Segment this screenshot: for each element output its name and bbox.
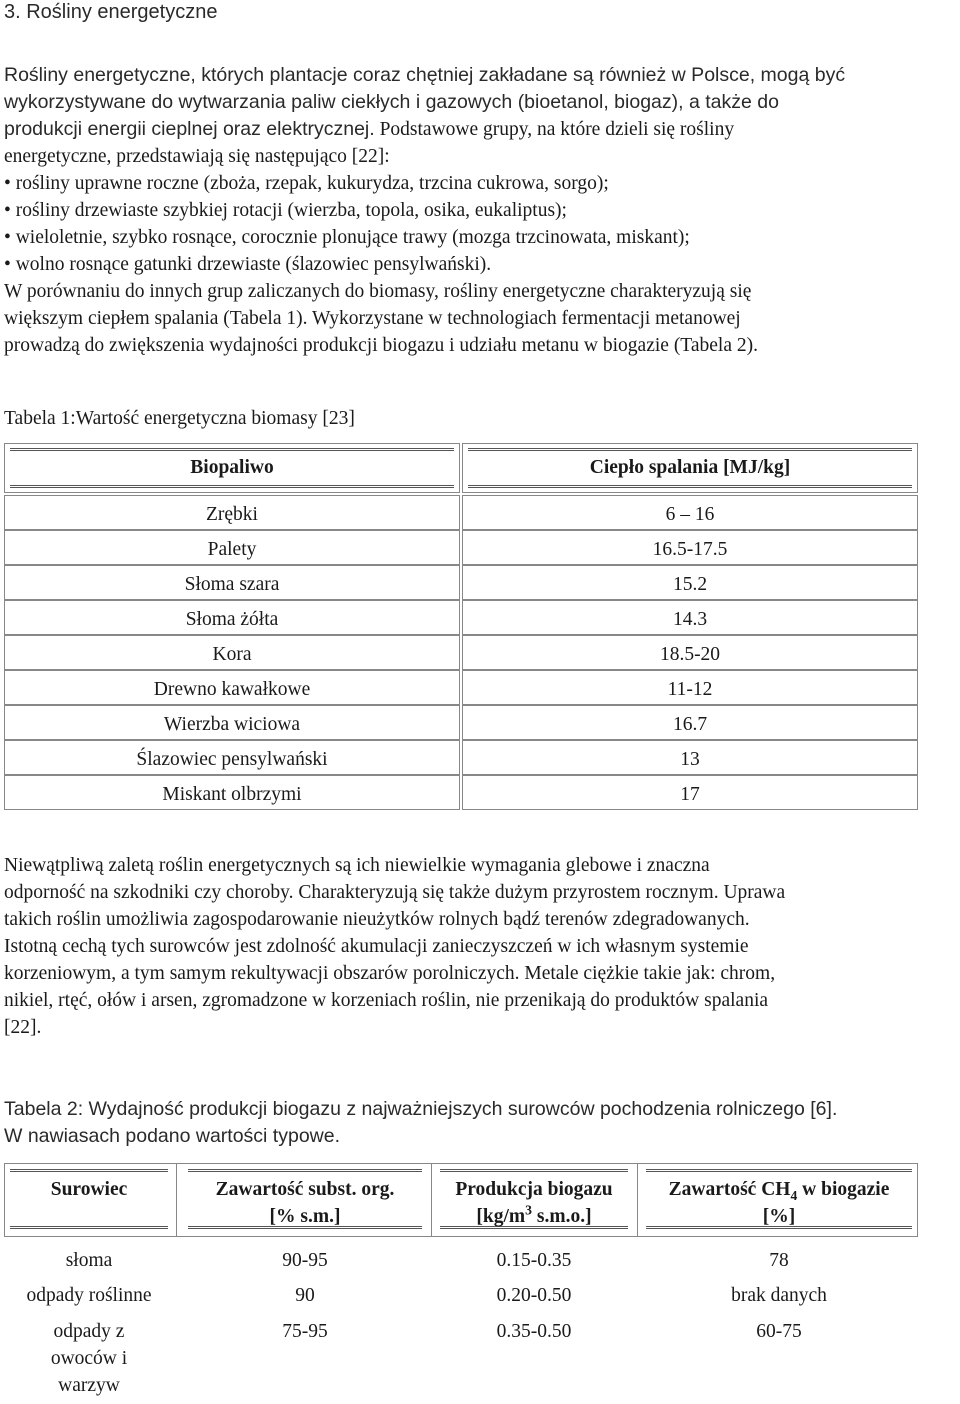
paragraph-advantages [4,852,956,1041]
table2-header-text: w biogazie [797,1179,890,1200]
intro-line-sans: produkcji energii cieplnej oraz elektrycznej. [4,118,375,140]
table2-header-text: Surowiec [50,1179,128,1200]
table2-header-superscript: 3 [525,1202,532,1218]
intro-line: wykorzystywane do wytwarzania paliw ciekłych i gazowych (bioetanol, biogaz), a także do [4,91,779,113]
table1-caption: Tabela 1:Wartość energetyczna biomasy [23] [4,408,355,429]
paragraph-line: W porównaniu do innych grup zaliczanych do biomasy, rośliny energetyczne charakteryzują się [4,281,752,302]
intro-line-rest: Podstawowe grupy, na które dzieli się rośliny [374,119,735,140]
table2-caption-line: Tabela 2: Wydajność produkcji biogazu z najważniejszych surowców pochodzenia rolniczego [6]. [4,1098,838,1120]
table1-cell-heat: 16.7 [672,714,708,735]
table2-cell: odpady roślinne [26,1285,152,1306]
table1-cell-fuel: Zrębki [206,504,258,525]
table2-header-text: [%] [762,1206,796,1227]
table1-cell-heat: 18.5-20 [659,644,721,665]
table2-cell: słoma [65,1250,113,1271]
table1-cell-fuel: Słoma szara [184,574,280,595]
table1-cell-fuel: Wierzba wiciowa [163,714,301,735]
table2-header-raw-material [4,1163,174,1237]
table2-header-divider [637,1163,638,1237]
table1-cell-fuel: Miskant olbrzymi [162,784,302,805]
table1-cell-heat: 6 – 16 [665,504,715,525]
intro-line: Rośliny energetyczne, których plantacje coraz chętniej zakładane są również w Polsce, mogą być [4,64,846,86]
paragraph-line: korzeniowym, a tym samym rekultywacji obszarów porolniczych. Metale ciężkie takie jak: chrom, [4,963,776,984]
table1-cell-fuel: Palety [207,539,257,560]
list-item: • wolno rosnące gatunki drzewiaste (ślazowiec pensylwański). [4,251,956,278]
table2-cell: 75-95 [282,1321,328,1342]
intro-line [4,116,956,143]
table2-cell: 0.20-0.50 [496,1285,572,1306]
table2-cell: 90 [295,1285,315,1306]
table2-caption-line: W nawiasach podano wartości typowe. [4,1125,341,1147]
table1-cell-heat: 16.5-17.5 [652,539,728,560]
table1-cell-heat: 11-12 [667,679,713,700]
table-1 [4,443,918,811]
table1-cell-fuel: Drewno kawałkowe [153,679,311,700]
paragraph-line: takich roślin umożliwia zagospodarowanie nieużytków rolnych bądź terenów zdegradowanych. [4,909,750,930]
table2-header-text: s.m.o.] [532,1206,592,1227]
table2-header-subscript: 4 [790,1187,798,1203]
table1-header-heat: Ciepło spalania [MJ/kg] [589,457,791,478]
table2-caption [4,1096,956,1150]
list-item: • wieloletnie, szybko rosnące, corocznie plonujące trawy (mozga trzcinowata, miskant); [4,224,956,251]
list-item: • rośliny drzewiaste szybkiej rotacji (wierzba, topola, osika, eukaliptus); [4,197,956,224]
table1-cell-heat: 13 [680,749,700,770]
table2-cell: 78 [769,1250,789,1271]
table2-header-divider [176,1163,177,1237]
table2-header-biogas-production [434,1163,634,1237]
table2-header-text: [kg/m [476,1206,526,1227]
paragraph-line: [22]. [4,1017,42,1038]
intro-paragraph [4,62,956,359]
table2-cell: odpady z owoców i warzyw [50,1321,128,1396]
paragraph-line: odporność na szkodniki czy choroby. Charakteryzują się także dużym przyrostem rocznym. Uprawa [4,882,786,903]
table-2 [4,1163,918,1403]
table1-cell-heat: 15.2 [672,574,708,595]
paragraph-line: nikiel, rtęć, ołów i arsen, zgromadzone w korzeniach roślin, nie przenikają do produktów spalania [4,990,769,1011]
table2-header-organic-content [182,1163,428,1237]
table1-header-fuel: Biopaliwo [190,457,274,478]
table1-cell-heat: 14.3 [672,609,708,630]
table2-cell: 0.35-0.50 [496,1321,572,1342]
table2-header-text: Produkcja biogazu [455,1179,613,1200]
table1-cell-fuel: Słoma żółta [185,609,279,630]
paragraph-line: Niewątpliwą zaletą roślin energetycznych są ich niewielkie wymagania glebowe i znaczna [4,855,710,876]
paragraph-line: większym ciepłem spalania (Tabela 1). Wykorzystane w technologiach fermentacji metanowej [4,308,741,329]
table2-header-text: [% s.m.] [269,1206,341,1227]
table2-header-text: Zawartość subst. org. [215,1179,395,1200]
table2-cell: 90-95 [282,1250,328,1271]
table2-cell: 0.15-0.35 [496,1250,572,1271]
table1-cell-heat: 17 [680,784,700,805]
table1-cell-fuel: Ślazowiec pensylwański [136,749,328,770]
table2-header-divider [431,1163,432,1237]
paragraph-line: Istotną cechą tych surowców jest zdolność akumulacji zanieczyszczeń w ich własnym systemie [4,936,749,957]
list-item: • rośliny uprawne roczne (zboża, rzepak, kukurydza, trzcina cukrowa, sorgo); [4,170,956,197]
table1-cell-fuel: Kora [212,644,252,665]
intro-line: energetyczne, przedstawiają się następująco [22]: [4,146,390,167]
table2-cell: 60-75 [756,1321,802,1342]
paragraph-line: prowadzą do zwiększenia wydajności produkcji biogazu i udziału metanu w biogazie (Tabela 2). [4,335,758,356]
plant-groups-list [4,170,956,278]
section-heading: 3. Rośliny energetyczne [4,1,218,23]
table2-header-methane-content [640,1163,918,1237]
table2-cell: brak danych [731,1285,827,1306]
table2-header-text: Zawartość CH [668,1179,791,1200]
